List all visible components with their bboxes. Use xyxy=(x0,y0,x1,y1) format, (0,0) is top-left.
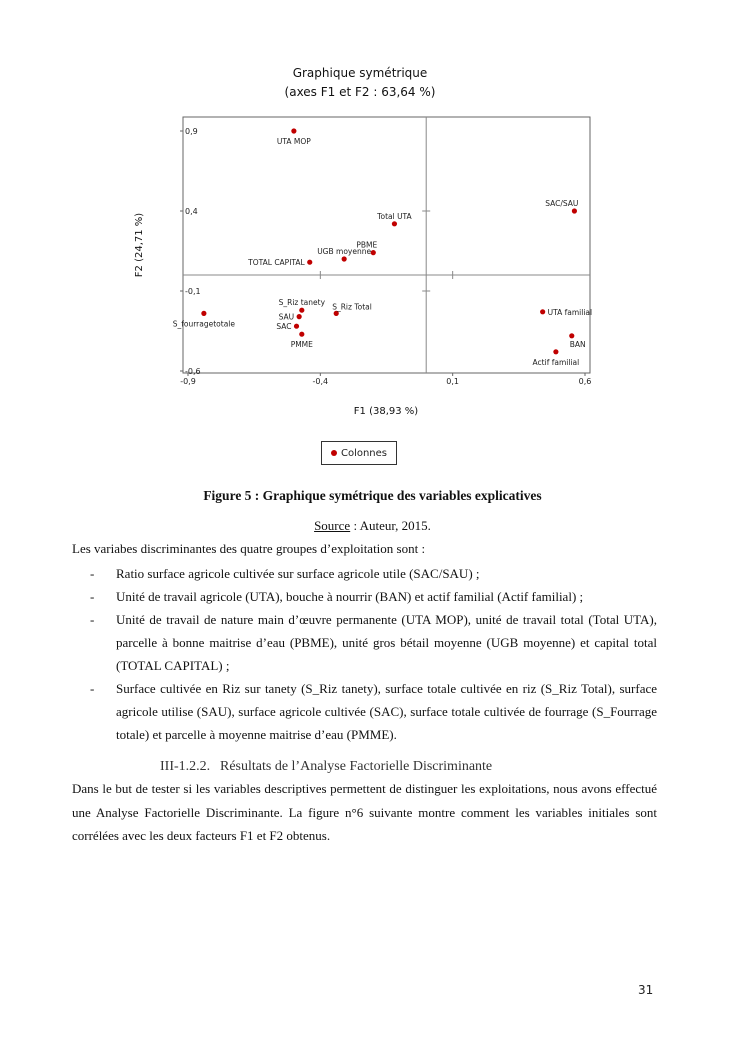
point-label: S_Riz Total xyxy=(332,302,372,312)
list-item-text: Unité de travail agricole (UTA), bouche à nourrir (BAN) et actif familial (Actif familial) ; xyxy=(116,589,584,604)
data-point xyxy=(569,333,574,338)
chart-legend xyxy=(321,441,397,465)
data-point xyxy=(299,308,304,313)
figure-caption: Figure 5 : Graphique symétrique des variables explicatives xyxy=(203,488,542,503)
data-point xyxy=(297,314,302,319)
point-label: UTA MOP xyxy=(276,137,311,146)
figure-source xyxy=(0,518,745,534)
list-dash: - xyxy=(90,566,95,581)
point-label: SAC/SAU xyxy=(545,199,579,208)
point-label: UGB moyenne xyxy=(317,247,372,256)
point-label: SAU xyxy=(278,312,295,322)
page-number: 31 xyxy=(638,983,654,997)
intro-sentence: Les variabes discriminantes des quatre groupes d’exploitation sont : xyxy=(72,541,426,556)
body-paragraph: Dans le but de tester si les variables descriptives permettent de distinguer les exploitations, nous avons effectué une Analyse Factorielle Discriminante. La figure n°6 suivante montre comment les variables initiales sont corrélées avec les deux facteurs F1 et F2 obtenus. xyxy=(72,781,657,843)
scatter-chart xyxy=(130,58,620,423)
source-label: Source xyxy=(314,518,351,533)
chart-subtitle: (axes F1 et F2 : 63,64 %) xyxy=(284,85,436,99)
data-point xyxy=(572,208,577,213)
x-tick-label: 0,6 xyxy=(578,377,592,386)
data-point xyxy=(294,324,299,329)
list-item xyxy=(72,677,657,746)
list-dash: - xyxy=(90,589,95,604)
x-tick-label: -0,9 xyxy=(180,377,196,386)
data-point xyxy=(553,349,558,354)
list-dash: - xyxy=(90,681,95,696)
list-item xyxy=(72,608,657,677)
list-item-text: Unité de travail de nature main d’œuvre permanente (UTA MOP), unité de travail total (Total UTA), parcelle à bonne maitrise d’eau (PBME), unité gros bétail moyenne (UGB moyenne) et capital total (TOTAL CAPITAL) ; xyxy=(116,612,657,673)
y-tick-label: 0,4 xyxy=(185,207,198,216)
y-tick-label: -0,1 xyxy=(185,287,201,296)
list-dash: - xyxy=(90,612,95,627)
data-point xyxy=(291,128,296,133)
y-axis-label: F2 (24,71 %) xyxy=(134,212,145,278)
legend-marker xyxy=(331,450,337,456)
point-label: BAN xyxy=(569,339,586,349)
data-point xyxy=(334,311,339,316)
list-item-text: Ratio surface agricole cultivée sur surface agricole utile (SAC/SAU) ; xyxy=(116,566,480,581)
data-point xyxy=(299,332,304,337)
y-tick-label: 0,9 xyxy=(185,127,198,136)
point-label: PBME xyxy=(356,240,378,250)
point-label: SAC xyxy=(276,322,292,332)
x-axis-label: F1 (38,93 %) xyxy=(353,406,419,417)
x-tick-label: -0,4 xyxy=(312,377,329,386)
legend-label: Colonnes xyxy=(340,447,388,459)
section-title: Résultats de l’Analyse Factorielle Discriminante xyxy=(220,759,493,774)
plot-frame xyxy=(183,117,593,373)
point-label: PMME xyxy=(290,340,313,350)
section-heading xyxy=(160,759,492,775)
chart-svg xyxy=(130,58,620,423)
variables-list xyxy=(72,562,657,746)
y-tick-label: -0,6 xyxy=(185,367,201,376)
data-point xyxy=(540,309,545,314)
data-point xyxy=(371,250,376,255)
list-item-text: Surface cultivée en Riz sur tanety (S_Riz tanety), surface totale cultivée en riz (S_Riz Total), surface agricole utilise (SAU), surface agricole cultivée (SAC), surface totale cultivée de fourrage (S_Fourrage totale) et parcelle à moyenne maitrise d’eau (PMME). xyxy=(116,681,657,742)
data-point xyxy=(392,221,397,226)
point-label: S_fourragetotale xyxy=(172,319,236,329)
point-label: S_Riz tanety xyxy=(278,298,326,308)
point-label: TOTAL CAPITAL xyxy=(248,258,305,268)
data-point xyxy=(201,311,206,316)
section-number: III-1.2.2. xyxy=(160,759,211,774)
source-text: : Auteur, 2015. xyxy=(350,518,431,533)
data-point xyxy=(307,260,312,265)
chart-title: Graphique symétrique xyxy=(292,66,428,80)
x-tick-label: 0,1 xyxy=(446,377,460,386)
point-label: Actif familial xyxy=(532,357,580,367)
point-label: UTA familial xyxy=(547,307,593,317)
list-item xyxy=(72,585,657,608)
point-label: Total UTA xyxy=(377,211,412,221)
data-point xyxy=(342,256,347,261)
list-item xyxy=(72,562,657,585)
